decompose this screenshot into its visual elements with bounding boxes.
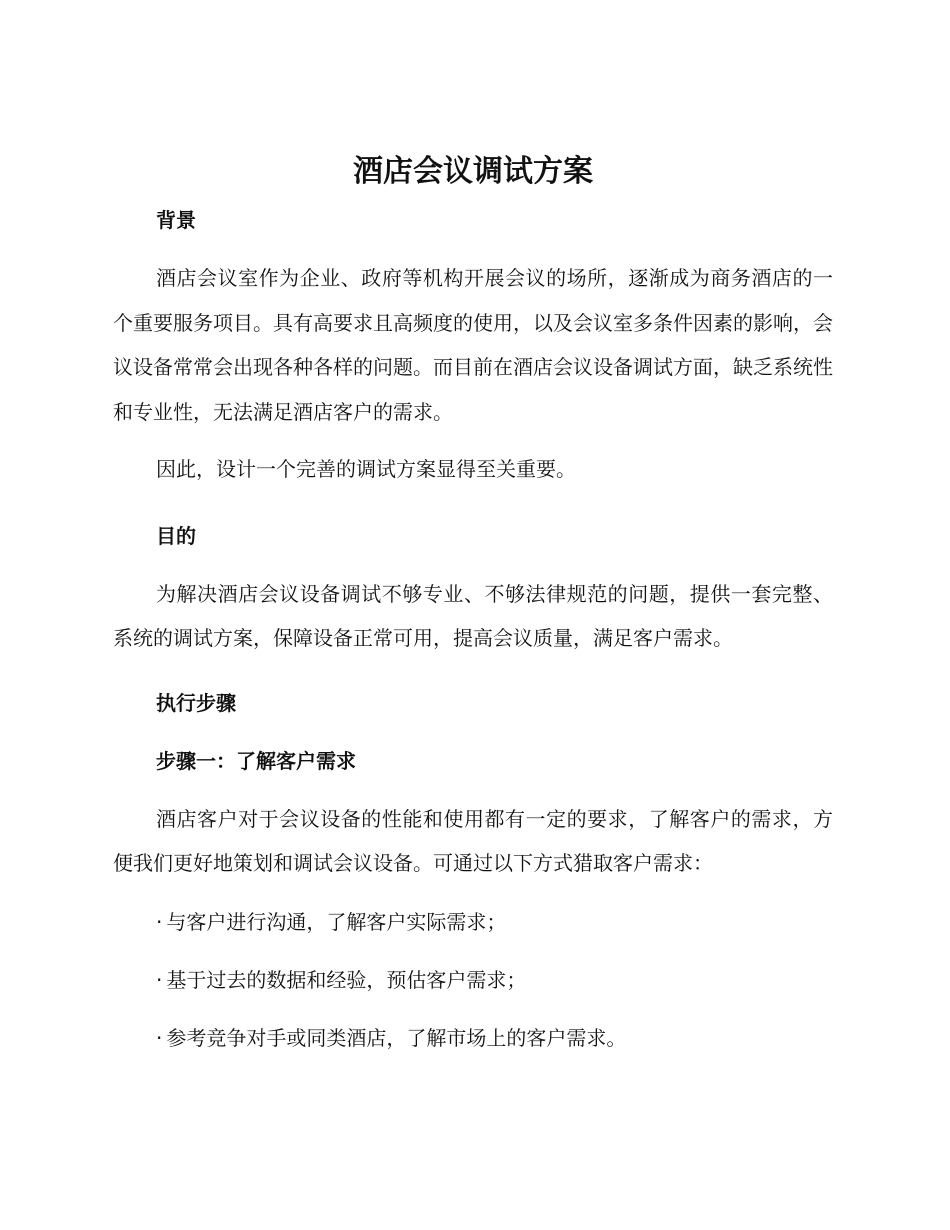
document-title: 酒店会议调试方案 <box>353 154 593 189</box>
section-heading-purpose: 目的 <box>156 523 196 548</box>
purpose-paragraph: 为解决酒店会议设备调试不够专业、不够法律规范的问题，提供一套完整、系统的调试方案，保障设备正常可用，提高会议质量，满足客户需求。 <box>113 581 833 650</box>
step1-paragraph: 酒店客户对于会议设备的性能和使用都有一定的要求，了解客户的需求，方便我们更好地策划和调试会议设备。可通过以下方式猎取客户需求： <box>113 806 833 875</box>
list-item-text: 参考竞争对手或同类酒店，了解市场上的客户需求。 <box>166 1025 627 1050</box>
bullet-marker: · <box>156 909 163 934</box>
background-paragraph-2: 因此，设计一个完善的调试方案显得至关重要。 <box>156 457 576 481</box>
background-paragraph-1: 酒店会议室作为企业、政府等机构开展会议的场所，逐渐成为商务酒店的一个重要服务项目。具有高要求且高频度的使用，以及会议室多条件因素的影响，会议设备常常会出现各种各样的问题。而目前在酒店会议设备调试方面，缺乏系统性和专业性，无法满足酒店客户的需求。 <box>113 266 833 424</box>
bullet-marker: · <box>156 1025 163 1050</box>
bullet-marker: · <box>156 967 163 992</box>
list-item-text: 基于过去的数据和经验，预估客户需求； <box>166 967 527 992</box>
step1-heading: 步骤一：了解客户需求 <box>156 748 356 773</box>
document-body <box>113 150 833 1052</box>
list-item <box>113 908 833 936</box>
list-item <box>113 1024 833 1052</box>
section-heading-background: 背景 <box>156 208 196 232</box>
list-item-text: 与客户进行沟通，了解客户实际需求； <box>166 909 507 934</box>
list-item <box>113 966 833 994</box>
section-heading-steps: 执行步骤 <box>156 690 236 715</box>
